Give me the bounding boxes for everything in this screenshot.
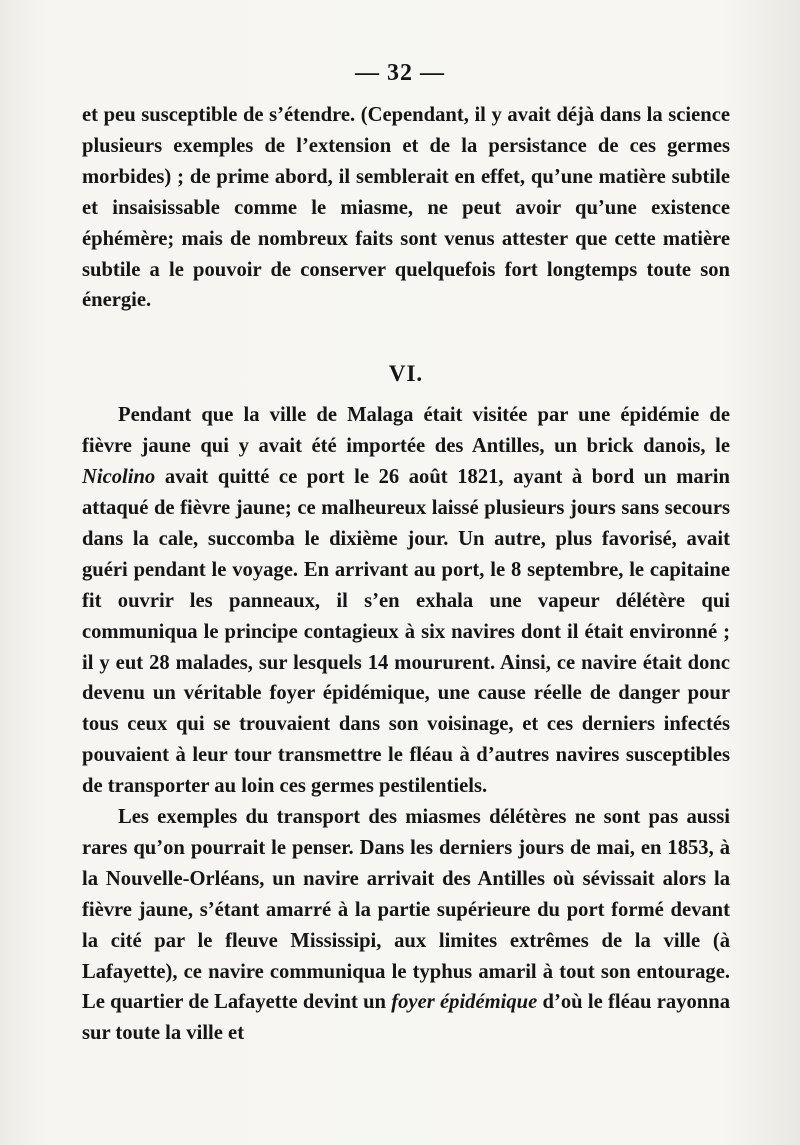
emphasis-foyer: foyer épidémique	[391, 991, 538, 1014]
paragraph-orleans-part1: Les exemples du transport des miasmes délétères ne sont pas aussi rares qu’on pourrait le penser. Dans les derniers jours de mai, en 1853, à la Nouvelle-Orléans, un navire arrivait des Antilles où sévissait alors la fièvre jaune, s’étant amarré à la partie supérieure du port formé devant la cité par le fleuve Mississipi, aux limites extrêmes de la ville (à Lafayette), ce navire communiqua le typhus amaril à tout son entourage. Le quartier de Lafayette devint un	[82, 806, 730, 1014]
paragraph-nicolino-part2: avait quitté ce port le 26 août 1821, ayant à bord un marin attaqué de fièvre jaune; ce malheureux laissé plusieurs jours sans secours dans la cale, succomba le dixième jour. Un autre, plus favorisé, avait guéri pendant le voyage. En arrivant au port, le 8 septembre, le capitaine fit ouvrir les panneaux, il s’en exhala une vapeur délétère qui communiqua le principe contagieux à six navires dont il était environné ; il y eut 28 malades, sur lesquels 14 moururent. Ainsi, ce navire était donc devenu un véritable foyer épidémique, une cause réelle de danger pour tous ceux qui se trouvaient dans son voisinage, et ces derniers infectés pouvaient à leur tour transmettre le fléau à d’autres navires susceptibles de transporter au loin ces germes pestilentiels.	[82, 466, 730, 798]
body-text	[82, 100, 730, 1049]
paragraph-nicolino	[82, 400, 730, 802]
paragraph-nicolino-part1: Pendant que la ville de Malaga était visitée par une épidémie de fièvre jaune qui y avait été importée des Antilles, un brick danois, le	[82, 404, 730, 458]
page-number: — 32 —	[355, 60, 445, 86]
section-heading: VI.	[388, 361, 424, 387]
paragraph-nouvelle-orleans	[82, 802, 730, 1049]
ship-name: Nicolino	[82, 466, 156, 489]
paragraph-orleans-part2: d’où le fléau rayonna sur toute la ville et	[82, 991, 730, 1045]
section-spacer	[82, 316, 730, 341]
paragraph-continuation: et peu susceptible de s’étendre. (Cependant, il y avait déjà dans la science plusieurs exemples de l’extension et de la persistance de ces germes morbides) ; de prime abord, il semblerait en effet, qu’une matière subtile et insaisissable comme le miasme, ne peut avoir qu’une existence éphémère; mais de nombreux faits sont venus attester que cette matière subtile a le pouvoir de conserver quelquefois fort longtemps toute son énergie.	[82, 104, 730, 312]
